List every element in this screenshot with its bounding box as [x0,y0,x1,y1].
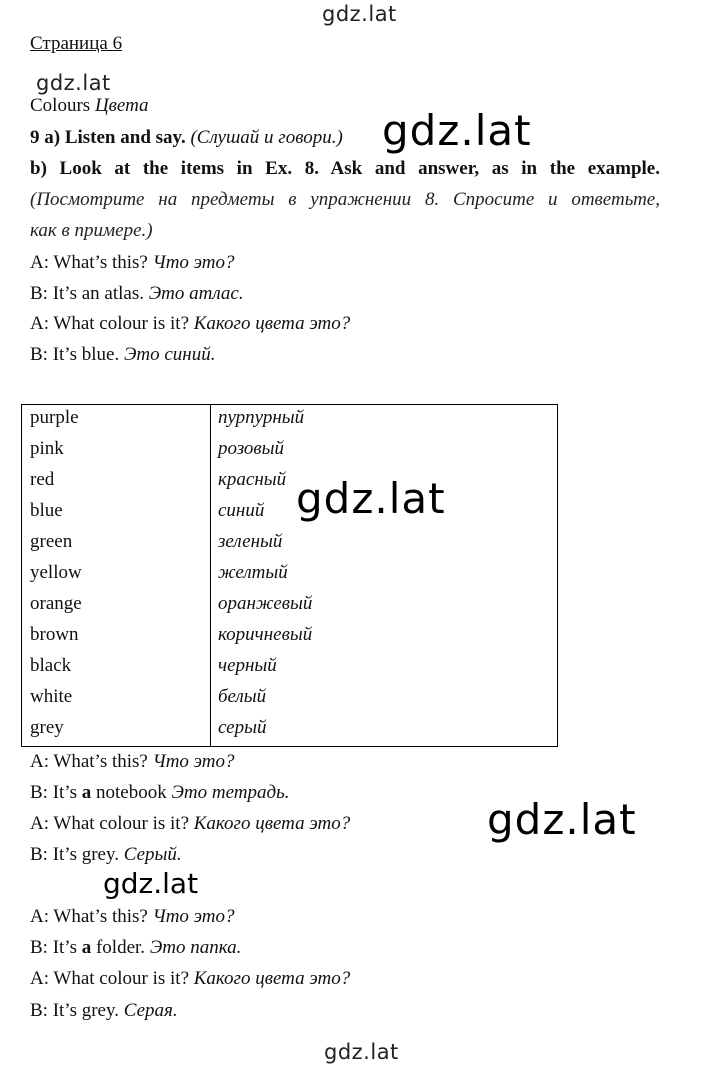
dialog-ru: Что это? [152,906,235,927]
dialog1-line-2 [30,283,244,305]
colour-en: red [30,469,55,490]
dialog-en: B: It’s blue. [30,344,120,365]
colour-ru: черный [218,655,277,676]
colour-en: purple [30,407,79,428]
dialog-en: B: It’s an atlas. [30,283,144,304]
section-title-en: Colours [30,95,91,116]
dialog-ru: Это папка. [149,937,242,958]
colour-ru: оранжевый [218,593,313,614]
dialog2-line-4 [30,844,182,866]
table-row [22,622,557,653]
dialog2-line-3 [30,813,350,835]
dialog-ru: Это тетрадь. [171,782,290,803]
colour-ru: белый [218,686,267,707]
table-row [22,684,557,715]
page-link[interactable]: Страница 6 [30,33,123,54]
dialog-en-article: a [81,937,92,958]
dialog-en: A: What colour is it? [30,313,190,334]
watermark-top: gdz.lat [322,2,397,26]
task-b-label: b) Look at the items in Ex. 8. Ask and answer, as in the example. [30,158,660,179]
table-row [22,653,557,684]
colour-en: brown [30,624,79,645]
colour-en: grey [30,717,64,738]
dialog-en-post: folder. [95,937,146,958]
colour-en: yellow [30,562,82,583]
colour-ru: розовый [218,438,285,459]
dialog-en: A: What’s this? [30,751,148,772]
colour-ru: серый [218,717,267,738]
dialog-ru: Какого цвета это? [193,813,351,834]
section-title [30,95,149,117]
table-row [22,715,557,746]
dialog-en: A: What colour is it? [30,813,190,834]
watermark-large-right: gdz.lat [487,795,637,844]
colour-en: pink [30,438,64,459]
colour-en: orange [30,593,82,614]
dialog-en: A: What’s this? [30,906,148,927]
watermark-large: gdz.lat [382,106,532,155]
dialog3-line-4 [30,1000,178,1022]
colour-en: green [30,531,73,552]
table-row [22,436,557,467]
dialog-ru: Что это? [152,751,235,772]
dialog3-line-3 [30,968,350,990]
task-b-translation-2: как в примере.) [30,220,153,241]
dialog2-line-1 [30,751,235,773]
table-row [22,560,557,591]
dialog3-line-1 [30,906,235,928]
task-a [30,127,343,149]
dialog-ru: Какого цвета это? [193,968,351,989]
colour-ru: красный [218,469,287,490]
dialog1-line-1 [30,252,235,274]
dialog-ru: Это синий. [123,344,216,365]
watermark-bottom: gdz.lat [324,1040,399,1064]
colour-en: black [30,655,72,676]
table-row [22,405,557,436]
dialog-en: A: What’s this? [30,252,148,273]
task-a-translation: (Слушай и говори.) [190,127,343,148]
dialog-en-article: a [81,782,92,803]
dialog-ru: Серая. [123,1000,178,1021]
dialog-en: B: It’s grey. [30,844,120,865]
dialog-ru: Какого цвета это? [193,313,351,334]
dialog-ru: Что это? [152,252,235,273]
dialog-en: A: What colour is it? [30,968,190,989]
colour-ru: зеленый [218,531,283,552]
colour-ru: коричневый [218,624,313,645]
dialog2-line-2 [30,782,290,804]
section-title-ru: Цвета [94,95,149,116]
colours-table [21,404,558,747]
colour-ru: синий [218,500,265,521]
dialog-en-pre: B: It’s [30,782,77,803]
dialog-en: B: It’s grey. [30,1000,120,1021]
task-b-translation-1: (Посмотрите на предметы в упражнении 8. Спросите и ответьте, [30,189,660,210]
table-row [22,529,557,560]
dialog-en-pre: B: It’s [30,937,77,958]
watermark-large-table: gdz.lat [296,474,446,523]
dialog1-line-4 [30,344,215,366]
colour-en: white [30,686,73,707]
dialog-ru: Это атлас. [148,283,244,304]
table-row [22,591,557,622]
watermark-small-left: gdz.lat [36,71,111,95]
watermark-medium: gdz.lat [103,867,199,900]
table-row [22,498,557,529]
task-a-label: 9 a) Listen and say. [30,127,186,148]
colour-en: blue [30,500,63,521]
colour-ru: желтый [218,562,288,583]
dialog3-line-2 [30,937,241,959]
colour-ru: пурпурный [218,407,305,428]
table-row [22,467,557,498]
dialog-en-post: notebook [95,782,167,803]
dialog-ru: Серый. [123,844,182,865]
dialog1-line-3 [30,313,350,335]
